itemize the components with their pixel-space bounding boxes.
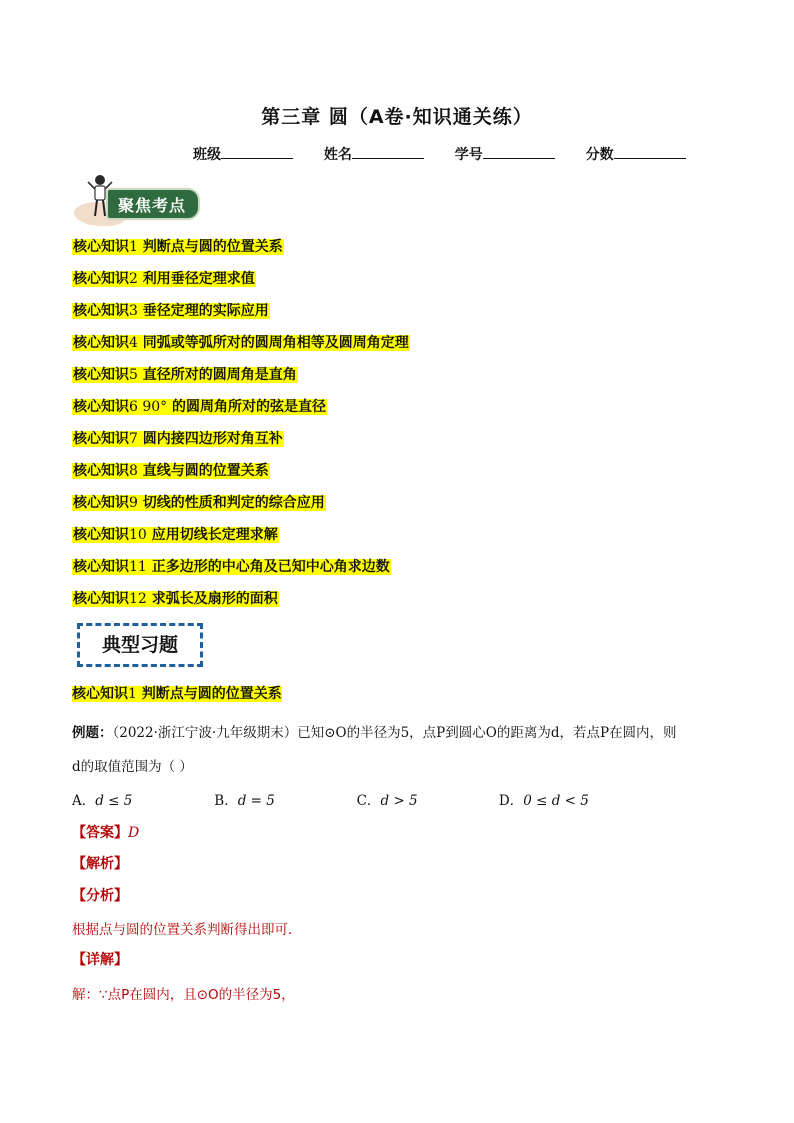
question-source: （2022·浙江宁波·九年级期末） (112, 725, 298, 741)
score-label: 分数 (585, 147, 614, 163)
answer-label: 【答案】 (72, 825, 128, 841)
fenxi-label: 【分析】 (72, 888, 128, 904)
list-item: 核心知识4 同弧或等弧所对的圆周角相等及圆周角定理 (73, 335, 409, 351)
list-item: 核心知识9 切线的性质和判定的综合应用 (73, 495, 325, 511)
detail-label: 【详解】 (72, 952, 128, 968)
class-field (193, 144, 293, 164)
name-blank (352, 144, 424, 159)
example-label: 例题： (72, 725, 113, 741)
list-item: 核心知识6 90° 的圆周角所对的弦是直径 (73, 399, 327, 415)
example-question (72, 716, 732, 784)
option-a: A．d ≤ 5 (72, 793, 133, 809)
list-item: 核心知识11 正多边形的中心角及已知中心角求边数 (73, 559, 390, 575)
id-blank (483, 144, 555, 159)
answer-value: D (128, 825, 140, 841)
option-b: B．d = 5 (214, 793, 275, 809)
list-item: 核心知识5 直径所对的圆周角是直角 (73, 367, 297, 383)
list-item: 核心知识10 应用切线长定理求解 (73, 527, 278, 543)
score-field (586, 144, 686, 164)
list-item: 核心知识1 判断点与圆的位置关系 (73, 239, 283, 255)
focus-badge-text: 聚焦考点 (118, 196, 187, 215)
fenxi-text: 根据点与圆的位置关系判断得出即可． (72, 922, 302, 938)
question-text: 已知⊙O的半径为5，点P到圆心O的距离为d，若点P在圆内，则 (297, 725, 677, 741)
list-item: 核心知识2 利用垂径定理求值 (73, 271, 255, 287)
option-c: C．d > 5 (356, 793, 418, 809)
answer-line (72, 822, 139, 842)
detail-text: 解：∵点P在圆内，且⊙O的半径为5， (72, 987, 295, 1003)
option-d: D．0 ≤ d < 5 (498, 793, 589, 809)
list-item: 核心知识8 直线与圆的位置关系 (73, 463, 269, 479)
id-label: 学号 (454, 147, 483, 163)
list-item: 核心知识12 求弧长及扇形的面积 (73, 591, 278, 607)
analysis-label: 【解析】 (72, 856, 128, 872)
student-info-fields (193, 144, 712, 164)
focus-badge (66, 172, 202, 228)
question-line-2: d的取值范围为（ ） (72, 759, 193, 775)
page-title: 第三章 圆（A卷·知识通关练） (261, 106, 533, 128)
name-field (324, 144, 424, 164)
score-blank (614, 144, 686, 159)
id-field (455, 144, 555, 164)
section-heading: 核心知识1 判断点与圆的位置关系 (72, 686, 282, 702)
class-label: 班级 (193, 147, 221, 163)
question-line-1 (72, 716, 732, 750)
list-item: 核心知识3 垂径定理的实际应用 (73, 303, 269, 319)
class-blank (221, 144, 293, 159)
typical-exercises-header: 典型习题 (77, 623, 203, 667)
focus-ribbon (106, 188, 200, 220)
name-label: 姓名 (323, 147, 352, 163)
answer-options (72, 789, 637, 809)
knowledge-point-list (72, 236, 772, 620)
list-item: 核心知识7 圆内接四边形对角互补 (73, 431, 283, 447)
